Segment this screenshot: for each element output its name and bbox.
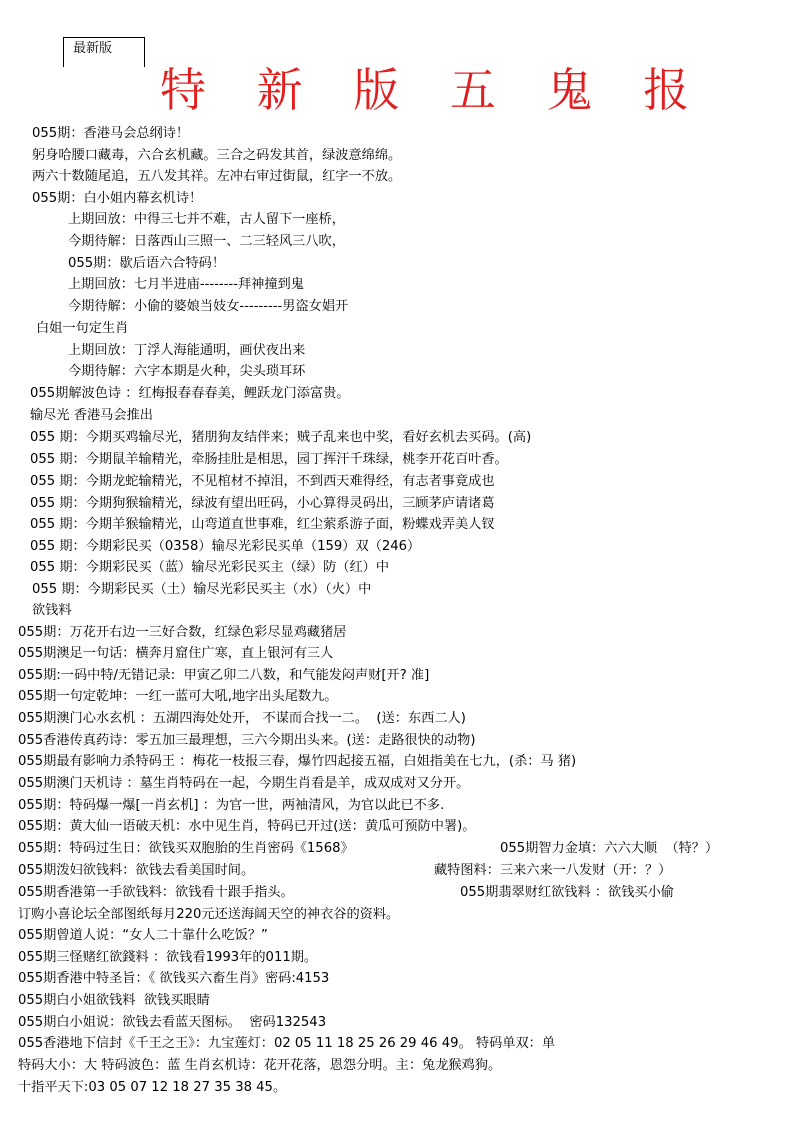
- edition-badge: 最新版: [63, 37, 145, 67]
- text-line: 藏特图料：三来六来一八发财（开：？）: [434, 863, 672, 878]
- text-line: 特码大小：大 特码波色：蓝 生肖玄机诗：花开花落，恩怨分明。主：兔龙猴鸡狗。: [18, 1058, 502, 1073]
- text-line: 055期澳门天机诗 ：墓生肖特码在一起，今期生肖看是羊，成双成对又分开。: [18, 776, 470, 791]
- text-line: 055期泼妇欲钱料：欲钱去看美国时间。: [18, 863, 255, 878]
- text-line: 055期：香港马会总纲诗！: [32, 126, 190, 141]
- text-line: 055 期：今期彩民买（0358）输尽光彩民买单（159）双（246）: [30, 539, 421, 554]
- text-line: 055期三怪赌红欲錢料 ：欲钱看1993年的011期。: [18, 950, 318, 965]
- text-line: 今期待解：日落西山三照一、二三轻风三八吹，: [68, 234, 345, 249]
- text-line: 055期：白小姐内幕玄机诗！: [32, 191, 203, 206]
- text-line: 躬身哈腰口藏毒，六合玄机藏。三合之码发其首，绿波意绵绵。: [32, 148, 402, 163]
- text-line: 订购小喜论坛全部图纸每月220元还送海阔天空的神衣谷的资料。: [18, 907, 400, 922]
- text-line: 055期澳门心水玄机 ：五湖四海处处开， 不谋而合找一二。 (送：东西二人): [18, 711, 466, 726]
- text-line: 055期白小姐欲钱料 欲钱买眼睛: [18, 993, 210, 1008]
- text-line: 055香港地下信封《千王之王》：九宝莲灯：02 05 11 18 25 26 29 46 49。 特码单双：单: [18, 1036, 556, 1051]
- text-line: 055期解波色诗 ：红梅报春春春美，鲤跃龙门添富贵。: [30, 386, 350, 401]
- text-line: 十指平天下:03 05 07 12 18 27 35 38 45。: [18, 1080, 287, 1095]
- text-line: 055期：特码过生日：欲钱买双胞胎的生肖密码《1568》: [18, 841, 354, 856]
- text-line: 055 期：今期龙蛇输精光，不见棺材不掉泪，不到西天难得经，有志者事竟成也: [30, 474, 495, 489]
- text-line: 两六十数随尾追，五八发其祥。左冲右审过街鼠，红字一不放。: [32, 169, 402, 184]
- text-line: 055期：黄大仙一语破天机：水中见生肖，特码已开过(送：黄瓜可预防中署)。: [18, 819, 476, 834]
- text-line: 欲钱料: [32, 603, 72, 618]
- text-line: 055期白小姐说：欲钱去看蓝天图标。 密码132543: [18, 1015, 327, 1030]
- text-line: 055期曾道人说：“女人二十靠什么吃饭？”: [18, 928, 268, 943]
- text-line: 055 期：今期鼠羊输精光，牵肠挂肚是相思，园丁挥汗千珠绿，桃李开花百叶香。: [30, 452, 508, 467]
- text-line: 今期待解：小偷的婆娘当妓女---------男盗女娼开: [68, 299, 349, 314]
- text-line: 055期香港第一手欲钱料：欲钱看十跟手指头。: [18, 885, 294, 900]
- text-line: 上期回放：丁浮人海能通明，画伏夜出来: [68, 343, 306, 358]
- text-line: 上期回放：中得三七并不难，古人留下一座桥，: [68, 212, 345, 227]
- page-title: 特 新 版 五 鬼 报: [160, 63, 708, 117]
- text-line: 055 期：今期狗猴输精光，绿波有望出旺码，小心算得灵码出，三顾茅庐请诸葛: [30, 496, 495, 511]
- text-line: 输尽光 香港马会推出: [30, 408, 153, 423]
- text-line: 055香港传真药诗：零五加三最理想，三六今期出头来。(送：走路很快的动物): [18, 733, 476, 748]
- text-line: 白姐一句定生肖: [36, 321, 129, 336]
- text-line: 055期香港中特圣旨：《 欲钱买六畜生肖》密码:4153: [18, 971, 330, 986]
- text-line: 055期澳足一句话：横奔月窟住广寒，直上银河有三人: [18, 646, 334, 661]
- text-line: 055 期：今期彩民买（土）输尽光彩民买主（水）（火）中: [32, 582, 372, 597]
- text-line: 055期一句定乾坤：一红一蓝可大吼,地字出头尾数九。: [18, 689, 338, 704]
- text-line: 055 期：今期买鸡输尽光，猪朋狗友结伴来；贼子乱来也中奖，看好玄机去买码。(高): [30, 430, 532, 445]
- text-line: 055 期：今期彩民买（蓝）输尽光彩民买主（绿）防（红）中: [30, 560, 390, 575]
- text-line: 055期:一码中特/无错记录: 甲寅乙卯二八数，和气能发闷声财[开? 准]: [18, 668, 430, 683]
- text-line: 今期待解：六字本期是火种，尖头琐耳环: [68, 364, 306, 379]
- text-line: 055期：特码爆一爆[一肖玄机] ：为官一世，两袖清风，为官以此已不多.: [18, 798, 445, 813]
- text-line: 055期翡翠财红欲钱料 ：欲钱买小偷: [460, 885, 674, 900]
- text-line: 上期回放：七月半进庙--------拜神撞到鬼: [68, 277, 304, 292]
- text-line: 055期：万花开右边一三好合数，红绿色彩尽显鸡藏猪居: [18, 625, 347, 640]
- text-line: 055期：歇后语六合特码！: [68, 256, 226, 271]
- text-line: 055期最有影响力杀特码王 ：梅花一枝报三春，爆竹四起接五福，白姐指美在七九，(杀：马 猪): [18, 754, 577, 769]
- text-line: 055期智力金填：六六大顺 （特？）: [500, 841, 719, 856]
- text-line: 055 期：今期羊猴输精光，山弯道直世事难，红尘萦系游子面，粉蝶戏弄美人钗: [30, 517, 495, 532]
